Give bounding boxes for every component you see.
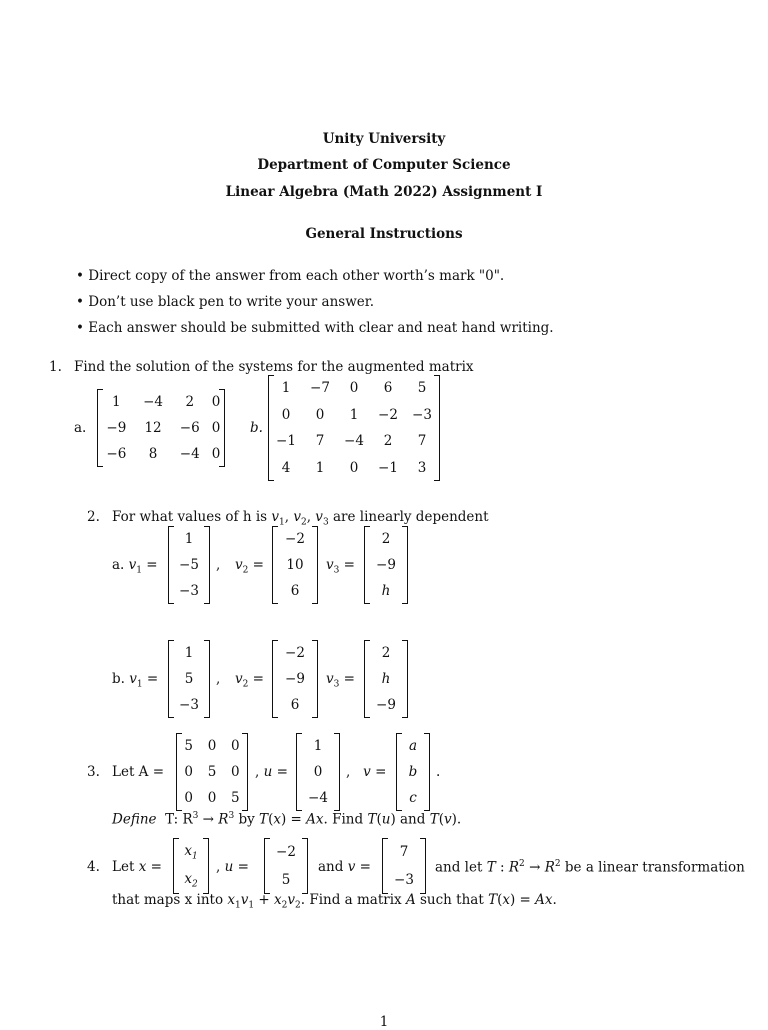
q2b-v2-label: $v_2$ = (235, 671, 264, 690)
q4-line2: that maps x into $x_1v_1 + x_2v_2$. Find a matrix A such that T(x) = Ax. (112, 892, 557, 911)
department-title: Department of Computer Science (257, 157, 511, 173)
university-title: Unity University (322, 131, 446, 147)
q1-number: 1. (49, 359, 62, 375)
instruction-item: • Each answer should be submitted with clear and neat hand writing. (76, 320, 554, 336)
q4-u-label: , u = (216, 859, 249, 875)
vector-q2b-v3: 2 h −9 (364, 640, 408, 718)
q2a-label: a. $v_1$ = (112, 557, 158, 576)
comma: , (216, 557, 221, 573)
vector-q2a-v2: −2 10 6 (272, 526, 318, 604)
q2b-label: b. $v_1$ = (112, 671, 159, 690)
q3-u-label: , u = (255, 764, 288, 780)
comma: , (216, 671, 221, 687)
course-title: Linear Algebra (Math 2022) Assignment I (225, 184, 543, 200)
vector-q2a-v1: 1 −5 −3 (168, 526, 210, 604)
q1-b-label: b. (250, 420, 263, 436)
q2a-v3-label: $v_3$ = (326, 557, 355, 576)
vector-q2b-v2: −2 −9 6 (272, 640, 318, 718)
q4-linear-transform: and let T : $R^2 \to R^2$ be a linear transformation (435, 859, 745, 876)
vector-q4-v: 7 −3 (382, 838, 426, 894)
matrix-q1a: 1 −4 2 0 −9 12 −6 0 −6 8 −4 0 (97, 389, 225, 467)
q2-number: 2. (87, 509, 100, 525)
q3-number: 3. (87, 764, 100, 780)
vector-q3-v: a b c (396, 733, 430, 811)
vector-q2a-v3: 2 −9 h (364, 526, 408, 604)
period: . (436, 764, 441, 780)
q1-text: Find the solution of the systems for the augmented matrix (74, 359, 474, 375)
instruction-item: • Don’t use black pen to write your answer. (76, 294, 375, 310)
q1-a-label: a. (74, 420, 87, 436)
q4-v-label: and v = (318, 859, 371, 875)
q3-define: Define T: $R^3 \to R^3$ by T(x) = Ax. Find T(u) and T(v). (112, 811, 462, 828)
q2b-v3-label: $v_3$ = (326, 671, 355, 690)
matrix-q3-A: 5 0 0 0 5 0 0 0 5 (176, 733, 248, 811)
page-number: 1 (379, 1014, 389, 1030)
vector-q4-x: $x_1$ $x_2$ (173, 838, 209, 894)
q2a-v2-label: $v_2$ = (235, 557, 264, 576)
q3-let: Let A = (112, 764, 165, 780)
vector-q2b-v1: 1 5 −3 (168, 640, 210, 718)
q2-text: For what values of h is $v_1$, $v_2$, $v_3$ are linearly dependent (112, 509, 489, 528)
vector-q4-u: −2 5 (264, 838, 308, 894)
q4-x-label: Let x = (112, 859, 162, 875)
matrix-q1b: 1 −7 0 6 5 0 0 1 −2 −3 −1 7 −4 2 7 4 1 0 −1 3 (268, 375, 440, 481)
q4-number: 4. (87, 859, 100, 875)
instructions-title: General Instructions (305, 226, 463, 242)
q3-v-label: , v = (346, 764, 387, 780)
instruction-item: • Direct copy of the answer from each other worth’s mark "0". (76, 268, 505, 284)
vector-q3-u: 1 0 −4 (296, 733, 340, 811)
